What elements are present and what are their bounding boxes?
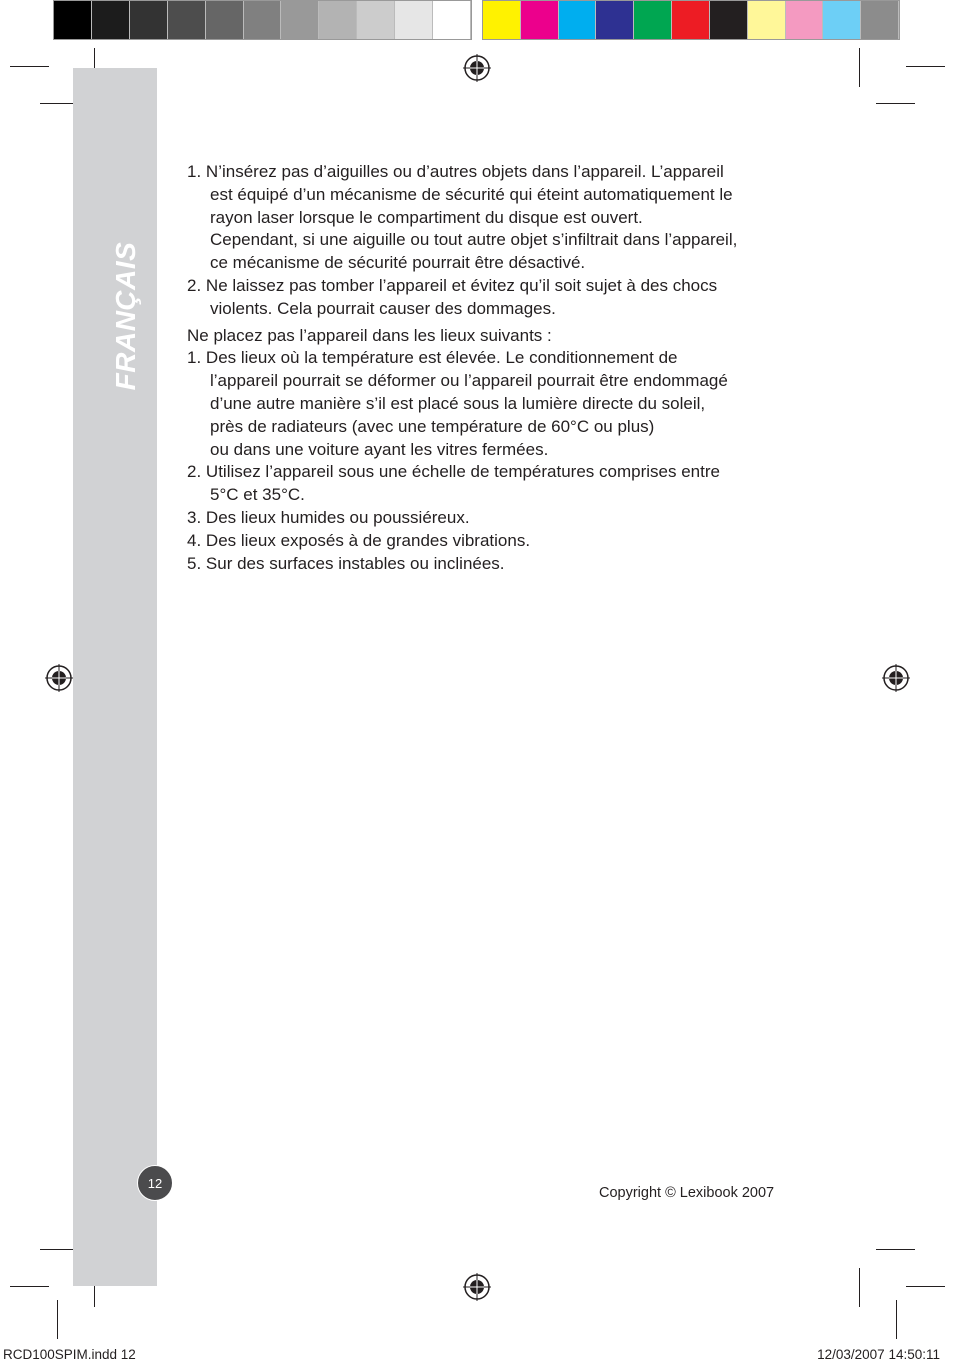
page-number-badge: 12	[137, 1165, 173, 1201]
color-swatch	[748, 1, 786, 39]
list-item: 2. Ne laissez pas tomber l’appareil et évitez qu’il soit sujet à des chocs violents. Cela pourrait causer des dommages.	[187, 275, 718, 318]
color-swatch	[521, 1, 559, 39]
color-swatch	[823, 1, 861, 39]
color-swatch	[54, 1, 92, 39]
crop-mark	[10, 66, 49, 67]
crop-mark	[906, 1286, 945, 1287]
grayscale-calibration-bar	[53, 0, 472, 40]
color-swatch	[596, 1, 634, 39]
print-timestamp: 12/03/2007 14:50:11	[817, 1347, 940, 1362]
color-swatch	[168, 1, 206, 39]
section-intro: Ne placez pas l’appareil dans les lieux suivants :	[187, 325, 552, 345]
registration-mark-icon	[462, 1272, 492, 1302]
color-swatch	[559, 1, 597, 39]
crop-mark	[859, 1268, 860, 1307]
color-swatch	[861, 1, 899, 39]
color-swatch	[395, 1, 433, 39]
crop-mark	[906, 66, 945, 67]
color-swatch	[786, 1, 824, 39]
color-swatch	[130, 1, 168, 39]
crop-mark	[859, 48, 860, 87]
color-swatch	[244, 1, 282, 39]
color-swatch	[672, 1, 710, 39]
color-calibration-bar	[482, 0, 900, 40]
list-item: 1. N’insérez pas d’aiguilles ou d’autres objets dans l’appareil. L’appareil est équipé d’un mécanisme de sécurité qui éteint automatiquement le rayon laser lorsque le compartiment du disque est ouvert. Cependant, si une aiguille ou tout autre objet s’infiltrait dans l’appareil, ce mécanisme de sécurité pourrait être désactivé.	[187, 162, 738, 273]
crop-mark	[57, 1300, 58, 1339]
color-swatch	[206, 1, 244, 39]
list-item: 2. Utilisez l’appareil sous une échelle de températures comprises entre 5°C et 35°C.	[187, 462, 720, 505]
list-item: 4. Des lieux exposés à de grandes vibrations.	[187, 530, 531, 550]
color-swatch	[433, 1, 471, 39]
color-swatch	[92, 1, 130, 39]
list-item: 1. Des lieux où la température est élevée. Le conditionnement de l’appareil pourrait se déformer ou l’appareil pourrait être endommagé d’une autre manière s’il est placé sous la lumière directe du soleil, près de radiateurs (avec une température de 60°C ou plus) ou dans une voiture ayant les vitres fermées.	[187, 348, 728, 459]
registration-mark-icon	[462, 53, 492, 83]
copyright-notice: Copyright © Lexibook 2007	[599, 1185, 775, 1201]
color-swatch	[483, 1, 521, 39]
color-swatch	[281, 1, 319, 39]
color-swatch	[357, 1, 395, 39]
registration-mark-icon	[881, 663, 911, 693]
registration-mark-icon	[44, 663, 74, 693]
list-item: 5. Sur des surfaces instables ou inclinées.	[187, 553, 505, 573]
color-swatch	[634, 1, 672, 39]
instructions-body	[187, 161, 827, 575]
crop-mark	[876, 1249, 915, 1250]
file-slug: RCD100SPIM.indd 12	[3, 1347, 136, 1362]
language-label: FRANÇAIS	[110, 241, 141, 391]
crop-mark	[896, 1300, 897, 1339]
crop-mark	[10, 1286, 49, 1287]
list-item: 3. Des lieux humides ou poussiéreux.	[187, 507, 470, 527]
crop-mark	[876, 103, 915, 104]
color-swatch	[319, 1, 357, 39]
color-swatch	[710, 1, 748, 39]
